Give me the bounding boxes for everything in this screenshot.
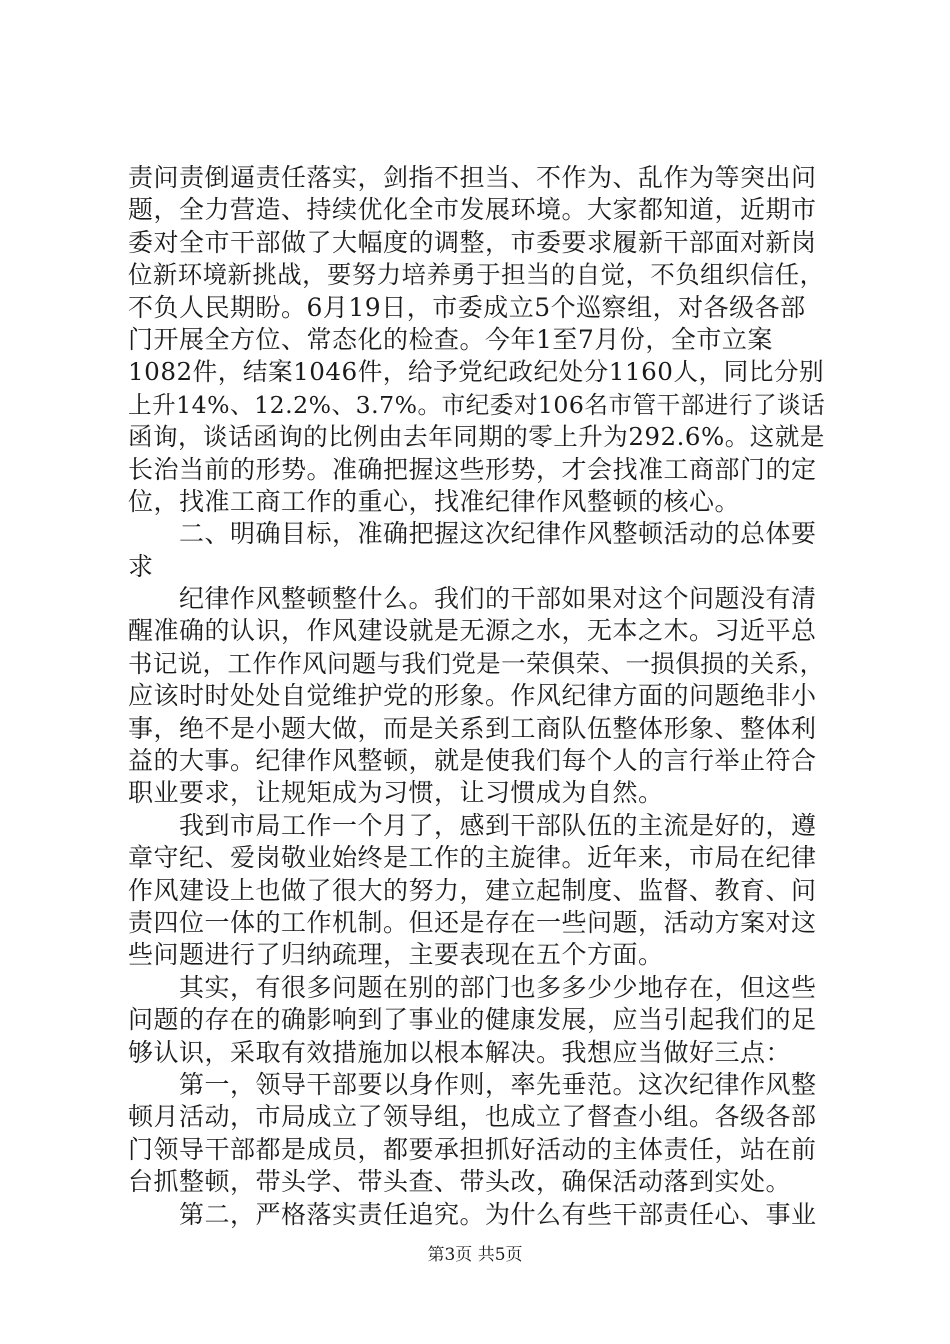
- text-line: 些问题进行了归纳疏理，主要表现在五个方面。: [128, 940, 664, 970]
- page-number: 第3页 共5页: [427, 1245, 523, 1265]
- text-line: 第一，领导干部要以身作则，率先垂范。这次纪律作风整: [128, 1069, 817, 1099]
- text-line: 二、明确目标，准确把握这次纪律作风整顿活动的总体要: [128, 519, 817, 549]
- text-line: 我到市局工作一个月了，感到干部队伍的主流是好的，遵: [128, 810, 817, 840]
- text-line: 顿月活动，市局成立了领导组，也成立了督查小组。各级各部: [128, 1102, 817, 1132]
- text-line: 第二，严格落实责任追究。为什么有些干部责任心、事业: [128, 1199, 817, 1229]
- text-line: 题，全力营造、持续优化全市发展环境。大家都知道，近期市: [128, 195, 817, 225]
- text-line: 1082件，结案1046件，给予党纪政纪处分1160人，同比分别: [128, 357, 825, 387]
- text-line: 事，绝不是小题大做，而是关系到工商队伍整体形象、整体利: [128, 713, 817, 743]
- text-line: 责四位一体的工作机制。但还是存在一些问题，活动方案对这: [128, 907, 817, 937]
- text-line: 章守纪、爱岗敬业始终是工作的主旋律。近年来，市局在纪律: [128, 843, 817, 873]
- text-line: 委对全市干部做了大幅度的调整，市委要求履新干部面对新岗: [128, 227, 817, 257]
- text-line: 求: [128, 551, 154, 581]
- text-line: 位新环境新挑战，要努力培养勇于担当的自觉，不负组织信任，: [128, 260, 825, 290]
- text-line: 书记说，工作作风问题与我们党是一荣俱荣、一损俱损的关系，: [128, 648, 825, 678]
- text-line: 问题的存在的确影响到了事业的健康发展，应当引起我们的足: [128, 1005, 817, 1035]
- text-line: 不负人民期盼。6月19日，市委成立5个巡察组，对各级各部: [128, 292, 806, 322]
- text-line: 醒准确的认识，作风建设就是无源之水，无本之木。习近平总: [128, 616, 817, 646]
- text-line: 益的大事。纪律作风整顿，就是使我们每个人的言行举止符合: [128, 746, 817, 776]
- text-line: 应该时时处处自觉维护党的形象。作风纪律方面的问题绝非小: [128, 681, 817, 711]
- text-line: 门领导干部都是成员，都要承担抓好活动的主体责任，站在前: [128, 1134, 817, 1164]
- text-line: 其实，有很多问题在别的部门也多多少少地存在，但这些: [128, 972, 817, 1002]
- document-body: [128, 162, 828, 1231]
- text-line: 台抓整顿，带头学、带头查、带头改，确保活动落到实处。: [128, 1167, 792, 1197]
- text-line: 函询，谈话函询的比例由去年同期的零上升为292.6%。这就是: [128, 422, 825, 452]
- text-line: 长治当前的形势。准确把握这些形势，才会找准工商部门的定: [128, 454, 817, 484]
- text-line: 位，找准工商工作的重心，找准纪律作风整顿的核心。: [128, 486, 741, 516]
- text-line: 职业要求，让规矩成为习惯，让习惯成为自然。: [128, 778, 664, 808]
- text-line: 作风建设上也做了很大的努力，建立起制度、监督、教育、问: [128, 875, 817, 905]
- text-line: 纪律作风整顿整什么。我们的干部如果对这个问题没有清: [128, 584, 817, 614]
- text-line: 门开展全方位、常态化的检查。今年1至7月份，全市立案: [128, 324, 773, 354]
- page-footer: [0, 1240, 950, 1265]
- text-line: 够认识，采取有效措施加以根本解决。我想应当做好三点：: [128, 1037, 792, 1067]
- text-line: 上升14%、12.2%、3.7%。市纪委对106名市管干部进行了谈话: [128, 390, 826, 419]
- text-line: 责问责倒逼责任落实，剑指不担当、不作为、乱作为等突出问: [128, 163, 817, 192]
